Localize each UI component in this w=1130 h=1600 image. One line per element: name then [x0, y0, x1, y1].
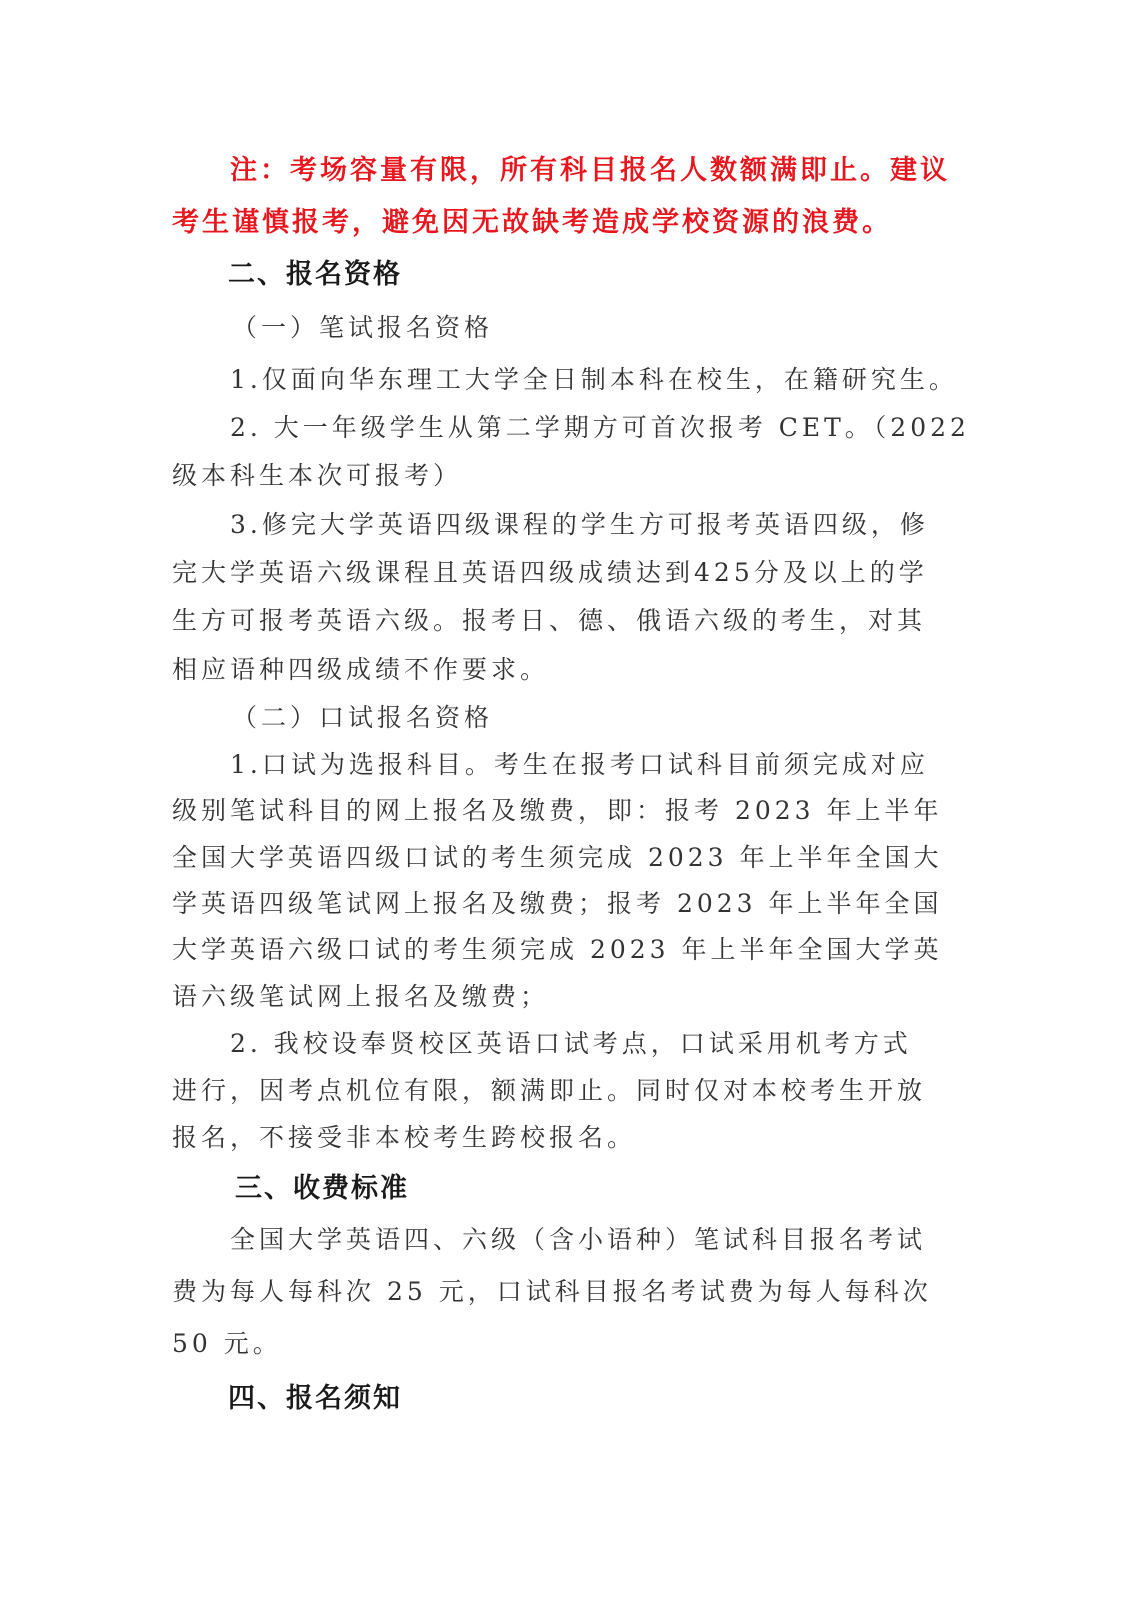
oral-item-1-line-1: 1.口试为选报科目。考生在报考口试科目前须完成对应	[230, 750, 929, 779]
fee-line-1: 全国大学英语四、六级（含小语种）笔试科目报名考试	[230, 1225, 927, 1254]
notice-line-2: 考生谨慎报考，避免因无故缺考造成学校资源的浪费。	[172, 207, 892, 238]
written-item-3-line-2: 完大学英语六级课程且英语四级成绩达到425分及以上的学	[172, 558, 928, 587]
written-subtitle: （一）笔试报名资格	[232, 313, 494, 342]
oral-subtitle: （二）口试报名资格	[232, 703, 494, 732]
fee-line-2: 费为每人每科次 25 元，口试科目报名考试费为每人每科次	[172, 1277, 932, 1306]
section-2-title: 二、报名资格	[228, 259, 402, 290]
oral-item-1-line-3: 全国大学英语四级口试的考生须完成 2023 年上半年全国大	[172, 843, 943, 872]
written-item-3-line-4: 相应语种四级成绩不作要求。	[172, 655, 550, 684]
section-4-title: 四、报名须知	[228, 1383, 402, 1414]
oral-item-1-line-6: 语六级笔试网上报名及缴费；	[172, 982, 550, 1011]
section-3-title: 三、收费标准	[235, 1173, 409, 1204]
written-item-3-line-1: 3.修完大学英语四级课程的学生方可报考英语四级，修	[230, 510, 929, 539]
written-item-2-line-1: 2. 大一年级学生从第二学期方可首次报考 CET。（2022	[230, 413, 970, 442]
fee-line-3: 50 元。	[172, 1329, 282, 1358]
oral-item-1-line-2: 级别笔试科目的网上报名及缴费，即：报考 2023 年上半年	[172, 796, 943, 825]
oral-item-2-line-2: 进行，因考点机位有限，额满即止。同时仅对本校考生开放	[172, 1076, 927, 1105]
oral-item-2-line-1: 2. 我校设奉贤校区英语口试考点，口试采用机考方式	[230, 1029, 912, 1058]
oral-item-1-line-4: 学英语四级笔试网上报名及缴费；报考 2023 年上半年全国	[172, 889, 943, 918]
oral-item-1-line-5: 大学英语六级口试的考生须完成 2023 年上半年全国大学英	[172, 935, 943, 964]
written-item-3-line-3: 生方可报考英语六级。报考日、德、俄语六级的考生，对其	[172, 606, 927, 635]
notice-line-1: 注：考场容量有限，所有科目报名人数额满即止。建议	[230, 155, 950, 186]
written-item-2-line-2: 级本科生本次可报考）	[172, 461, 463, 490]
oral-item-2-line-3: 报名，不接受非本校考生跨校报名。	[172, 1123, 637, 1152]
written-item-1: 1.仅面向华东理工大学全日制本科在校生，在籍研究生。	[230, 365, 958, 394]
